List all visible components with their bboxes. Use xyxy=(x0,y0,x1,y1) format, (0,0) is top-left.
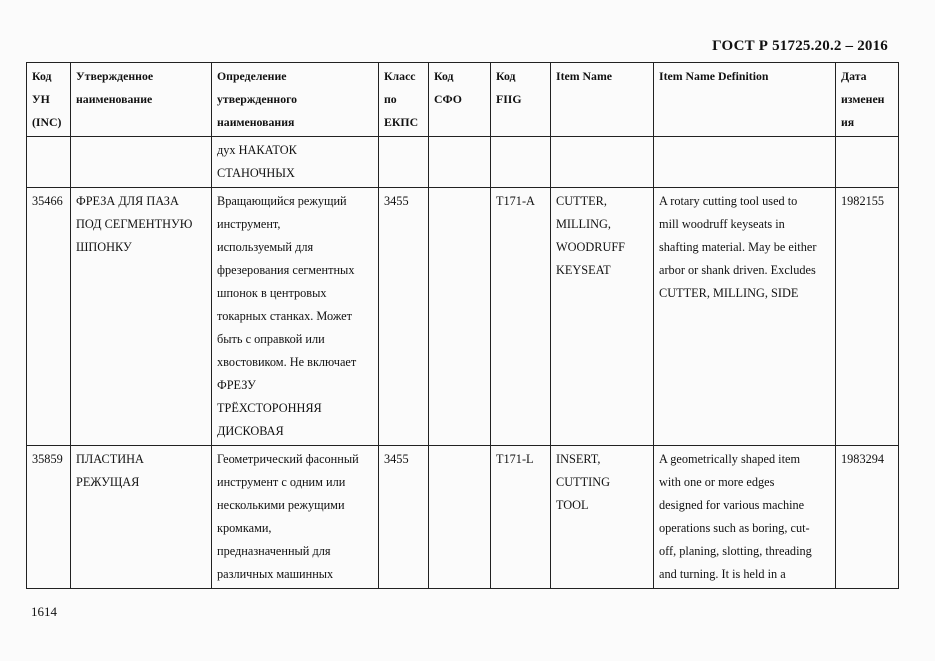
table-row xyxy=(27,137,899,188)
col-header-ekps-class: Класс по ЕКПС xyxy=(379,63,429,137)
col-header-change-date: Дата изменен ия xyxy=(836,63,899,137)
cell-date xyxy=(836,137,899,188)
cell-item-definition: A geometrically shaped item with one or more edges designed for various machine operations such as boring, cut- off, planing, slotting, threading and turning. It is held in a xyxy=(654,446,836,589)
table-row xyxy=(27,188,899,446)
table-header-row xyxy=(27,63,899,137)
cell-inc: 35859 xyxy=(27,446,71,589)
table-row xyxy=(27,446,899,589)
cell-fiig: T171-A xyxy=(491,188,551,446)
col-header-inc: Код УН (INC) xyxy=(27,63,71,137)
cell-ekps: 3455 xyxy=(379,188,429,446)
cell-sfo xyxy=(429,188,491,446)
cell-definition: Вращающийся режущий инструмент, используемый для фрезерования сегментных шпонок в центровых токарных станках. Может быть с оправкой или хвостовиком. Не включает ФРЕЗУ ТРЁХСТОРОННЯЯ ДИСКОВАЯ xyxy=(212,188,379,446)
cell-ekps: 3455 xyxy=(379,446,429,589)
col-header-definition: Определение утвержденного наименования xyxy=(212,63,379,137)
cell-fiig: T171-L xyxy=(491,446,551,589)
cell-item-name xyxy=(551,137,654,188)
cell-item-definition: A rotary cutting tool used to mill woodruff keyseats in shafting material. May be either arbor or shank driven. Excludes CUTTER, MILLING, SIDE xyxy=(654,188,836,446)
col-header-fiig-code: Код FIIG xyxy=(491,63,551,137)
col-header-item-name-definition: Item Name Definition xyxy=(654,63,836,137)
page-number: 1614 xyxy=(31,604,57,619)
cell-name: ПЛАСТИНА РЕЖУЩАЯ xyxy=(71,446,212,589)
cell-sfo xyxy=(429,137,491,188)
col-header-sfo-code: Код СФО xyxy=(429,63,491,137)
cell-name xyxy=(71,137,212,188)
cell-item-definition xyxy=(654,137,836,188)
cell-inc xyxy=(27,137,71,188)
cell-fiig xyxy=(491,137,551,188)
cell-date: 1983294 xyxy=(836,446,899,589)
cell-definition: Геометрический фасонный инструмент с одним или несколькими режущими кромками, предназначенный для различных машинных xyxy=(212,446,379,589)
document-code: ГОСТ Р 51725.20.2 – 2016 xyxy=(712,38,888,54)
cell-date: 1982155 xyxy=(836,188,899,446)
classification-table xyxy=(26,62,899,589)
cell-inc: 35466 xyxy=(27,188,71,446)
col-header-item-name: Item Name xyxy=(551,63,654,137)
cell-item-name: CUTTER, MILLING, WOODRUFF KEYSEAT xyxy=(551,188,654,446)
cell-sfo xyxy=(429,446,491,589)
cell-name: ФРЕЗА ДЛЯ ПАЗА ПОД СЕГМЕНТНУЮ ШПОНКУ xyxy=(71,188,212,446)
cell-item-name: INSERT, CUTTING TOOL xyxy=(551,446,654,589)
cell-ekps xyxy=(379,137,429,188)
col-header-approved-name: Утвержденное наименование xyxy=(71,63,212,137)
cell-definition: дух НАКАТОК СТАНОЧНЫХ xyxy=(212,137,379,188)
